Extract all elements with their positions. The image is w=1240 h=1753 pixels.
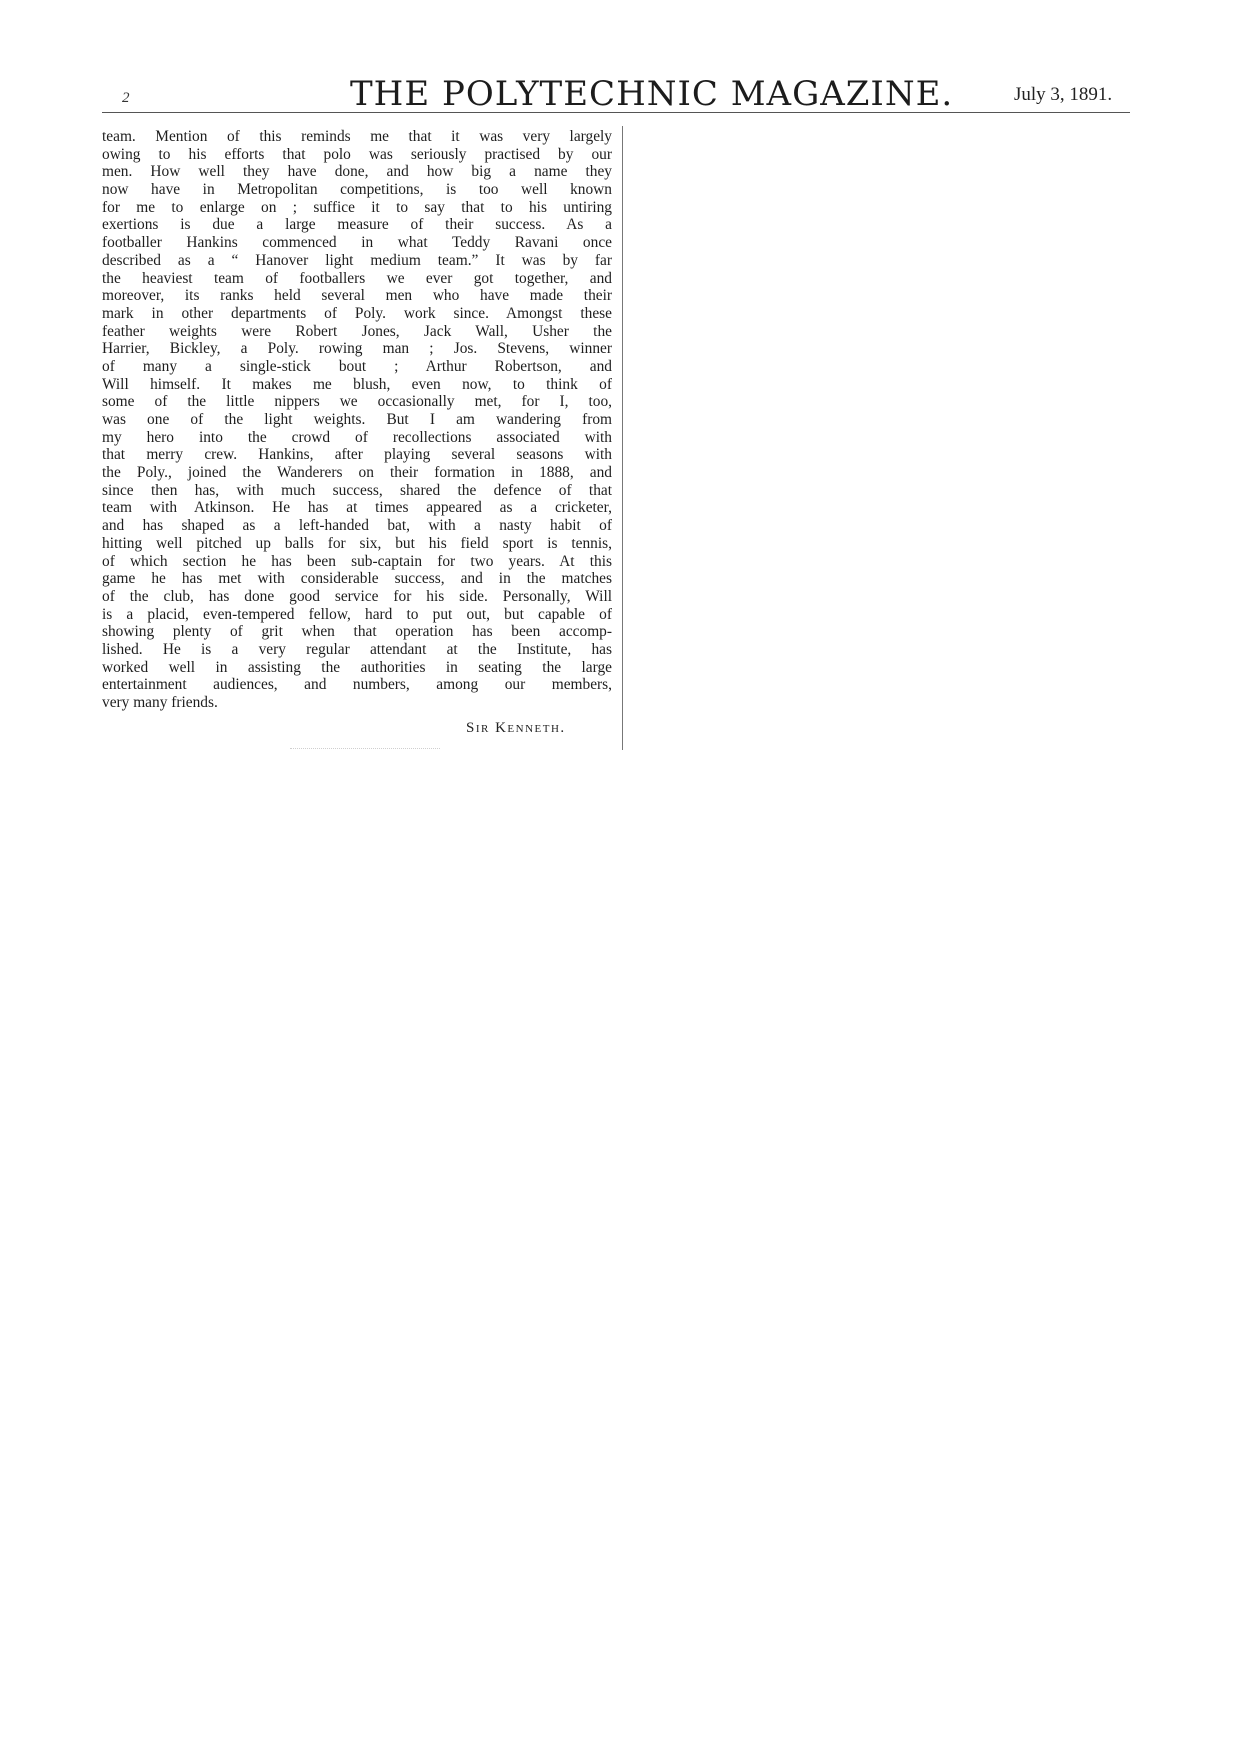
header-rule bbox=[102, 112, 1130, 113]
article-line: some of the little nippers we occasionally met, for I, too, bbox=[102, 393, 612, 411]
article-line: that merry crew. Hankins, after playing several seasons with bbox=[102, 446, 612, 464]
article-line: owing to his efforts that polo was seriously practised by our bbox=[102, 145, 612, 163]
issue-date: July 3, 1891. bbox=[1014, 84, 1113, 105]
article-line: since then has, with much success, shared the defence of that bbox=[102, 481, 612, 499]
article-line: showing plenty of grit when that operation has been accomp- bbox=[102, 623, 612, 641]
article-line: of many a single-stick bout ; Arthur Robertson, and bbox=[102, 357, 612, 375]
article-line: now have in Metropolitan competitions, is too well known bbox=[102, 181, 612, 199]
article-line: mark in other departments of Poly. work since. Amongst these bbox=[102, 304, 612, 322]
article-line: the heaviest team of footballers we ever got together, and bbox=[102, 269, 612, 287]
author-signature: Sir Kenneth. bbox=[466, 720, 566, 736]
article-line: was one of the light weights. But I am wandering from bbox=[102, 411, 612, 428]
article-line: entertainment audiences, and numbers, among our members, bbox=[102, 676, 612, 694]
article-line: Will himself. It makes me blush, even now, to think of bbox=[102, 375, 612, 393]
article-body bbox=[102, 128, 612, 712]
page-number: 2 bbox=[122, 90, 130, 106]
article-line: game he has met with considerable success, and in the matches bbox=[102, 570, 612, 588]
article-line: team. Mention of this reminds me that it was very largely bbox=[102, 128, 612, 145]
article-line: hitting well pitched up balls for six, but his field sport is tennis, bbox=[102, 534, 612, 552]
end-divider bbox=[290, 748, 440, 749]
article-line: is a placid, even-tempered fellow, hard to put out, but capable of bbox=[102, 605, 612, 623]
column-rule bbox=[622, 126, 623, 750]
article-line: lished. He is a very regular attendant at the Institute, has bbox=[102, 640, 612, 658]
article-line: team with Atkinson. He has at times appeared as a cricketer, bbox=[102, 499, 612, 517]
article-line: footballer Hankins commenced in what Teddy Ravani once bbox=[102, 234, 612, 252]
article-line: men. How well they have done, and how big a name they bbox=[102, 163, 612, 181]
article-line: moreover, its ranks held several men who have made their bbox=[102, 287, 612, 305]
article-line: described as a “ Hanover light medium team.” It was by far bbox=[102, 251, 612, 269]
article-line: Harrier, Bickley, a Poly. rowing man ; Jos. Stevens, winner bbox=[102, 340, 612, 358]
article-line: of which section he has been sub-captain for two years. At this bbox=[102, 552, 612, 570]
article-line: very many friends. bbox=[102, 694, 218, 711]
article-line: for me to enlarge on ; suffice it to say that to his untiring bbox=[102, 198, 612, 216]
article-line: feather weights were Robert Jones, Jack Wall, Usher the bbox=[102, 322, 612, 340]
article-line: of the club, has done good service for his side. Personally, Will bbox=[102, 587, 612, 605]
article-line: exertions is due a large measure of their success. As a bbox=[102, 216, 612, 234]
article-line: worked well in assisting the authorities in seating the large bbox=[102, 658, 612, 676]
article-line: and has shaped as a left-handed bat, with a nasty habit of bbox=[102, 517, 612, 535]
magazine-title: THE POLYTECHNIC MAGAZINE. bbox=[350, 74, 954, 114]
article-line: my hero into the crowd of recollections associated with bbox=[102, 428, 612, 446]
article-line: the Poly., joined the Wanderers on their formation in 1888, and bbox=[102, 464, 612, 482]
